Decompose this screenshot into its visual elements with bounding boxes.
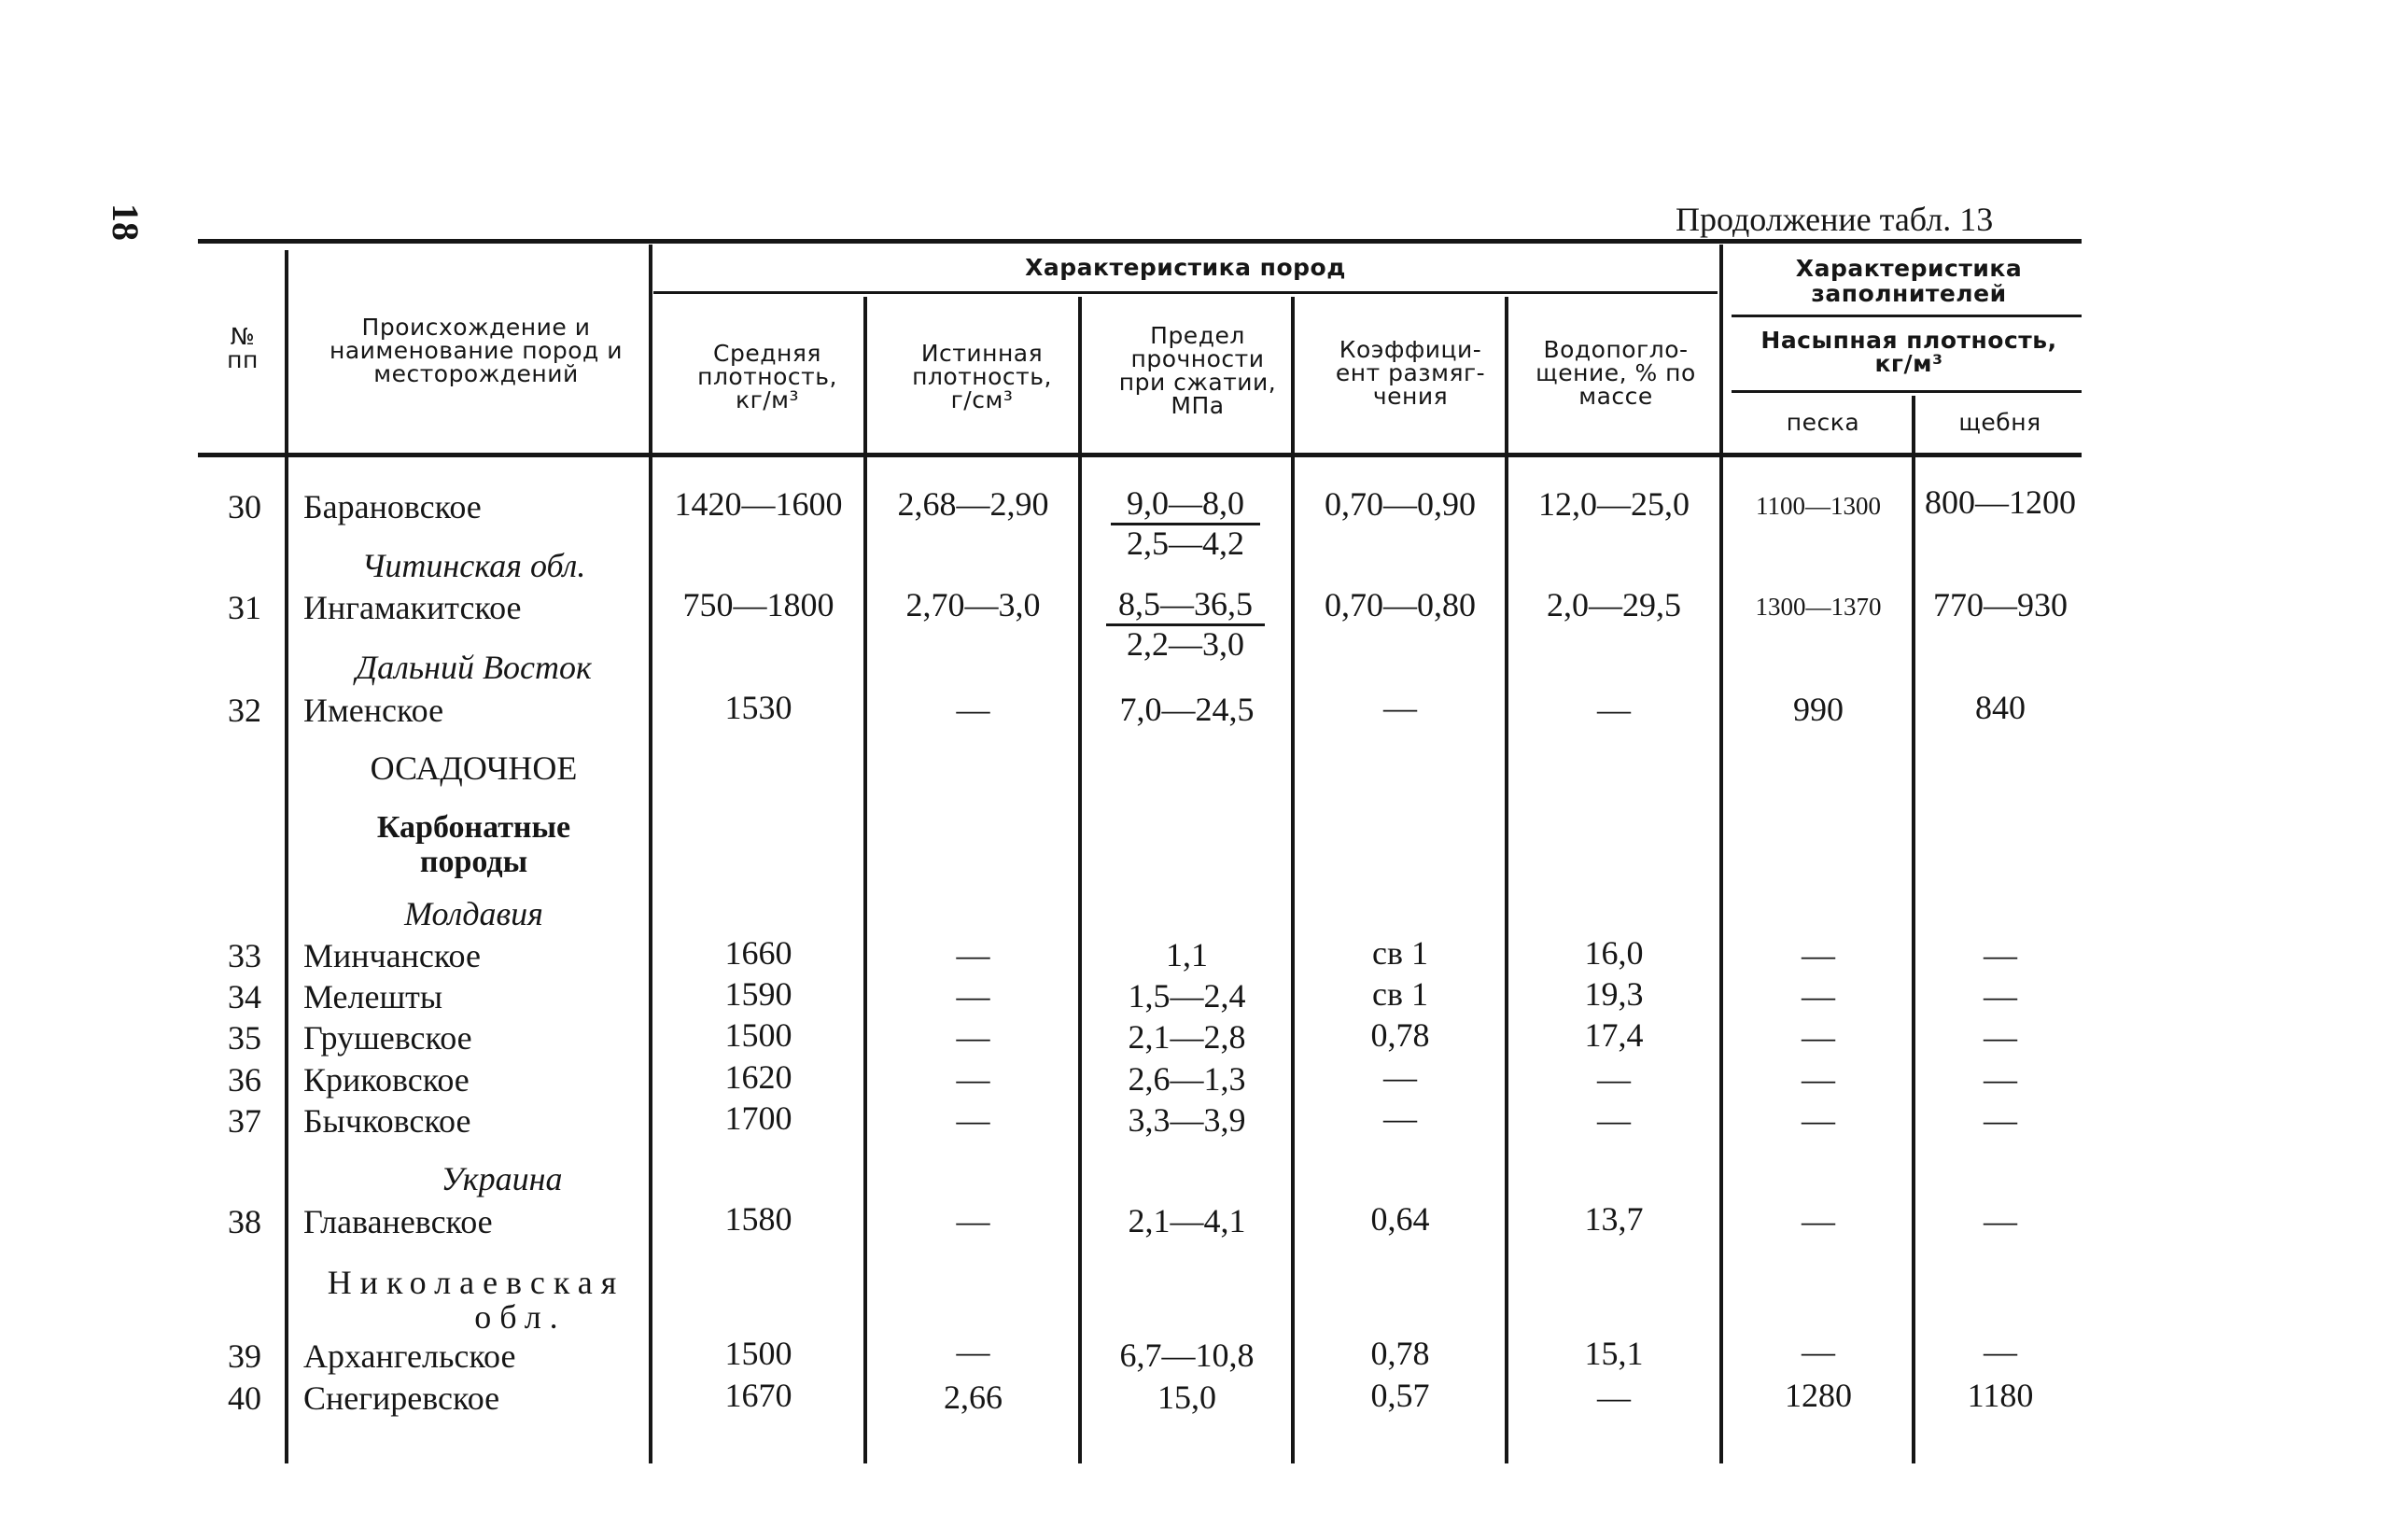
row-32-sand: 990 bbox=[1793, 691, 1844, 728]
header-bulk-density: Насыпная плотность, кг/м³ bbox=[1760, 327, 2057, 377]
row-38-strength: 2,1—4,1 bbox=[1128, 1202, 1246, 1239]
row-37-no: 37 bbox=[228, 1102, 261, 1140]
row-36-avg-density: 1620 bbox=[724, 1058, 792, 1096]
row-34-strength: 1,5—2,4 bbox=[1128, 977, 1246, 1015]
row-30-softening: 0,70—0,90 bbox=[1325, 485, 1476, 523]
row-32-name: Именское bbox=[303, 692, 444, 729]
row-34-softening: св 1 bbox=[1372, 975, 1428, 1013]
row-39-sand: — bbox=[1802, 1333, 1835, 1370]
row-38-water: 13,7 bbox=[1584, 1200, 1644, 1238]
header-sand: песка bbox=[1786, 409, 1860, 436]
row-31-strength-top: 8,5—36,5 bbox=[1106, 586, 1265, 626]
row-38-no: 38 bbox=[228, 1203, 261, 1240]
region-moldova: Молдавия bbox=[404, 895, 543, 932]
row-34-true-density: — bbox=[956, 977, 990, 1015]
col-divider-name bbox=[649, 245, 652, 1463]
row-31-sand: 1300—1370 bbox=[1755, 593, 1882, 621]
row-36-strength: 2,6—1,3 bbox=[1128, 1060, 1246, 1098]
row-30-avg-density: 1420—1600 bbox=[674, 485, 843, 523]
row-31-no: 31 bbox=[228, 589, 261, 626]
col-divider-water bbox=[1719, 245, 1723, 1463]
row-38-true-density: — bbox=[956, 1202, 990, 1239]
row-34-name: Мелешты bbox=[303, 978, 443, 1015]
row-37-name: Бычковское bbox=[303, 1102, 471, 1140]
header-fillers-group: Характеристика заполнителей bbox=[1795, 255, 2023, 307]
section-carbonate-line2: породы bbox=[419, 845, 528, 879]
row-39-no: 39 bbox=[228, 1337, 261, 1375]
row-33-sand: — bbox=[1802, 936, 1835, 973]
row-39-avg-density: 1500 bbox=[724, 1335, 792, 1372]
row-34-no: 34 bbox=[228, 978, 261, 1015]
header-softening: Коэффици-ент размяг-чения bbox=[1335, 336, 1486, 410]
row-31-softening: 0,70—0,80 bbox=[1325, 586, 1476, 623]
row-37-water: — bbox=[1597, 1101, 1631, 1139]
col-divider-softening bbox=[1505, 297, 1508, 1463]
row-37-strength: 3,3—3,9 bbox=[1128, 1101, 1246, 1139]
row-36-water: — bbox=[1597, 1060, 1631, 1098]
row-40-water: — bbox=[1597, 1379, 1631, 1416]
col-divider-avg bbox=[863, 297, 867, 1463]
row-33-no: 33 bbox=[228, 937, 261, 974]
row-37-softening: — bbox=[1383, 1099, 1417, 1137]
row-39-gravel: — bbox=[1984, 1333, 2017, 1370]
row-36-softening: — bbox=[1383, 1058, 1417, 1096]
row-40-no: 40 bbox=[228, 1379, 261, 1417]
row-34-gravel: — bbox=[1984, 977, 2017, 1015]
row-36-name: Криковское bbox=[303, 1061, 470, 1099]
row-35-no: 35 bbox=[228, 1019, 261, 1057]
row-37-sand: — bbox=[1802, 1101, 1835, 1139]
header-avg-density: Средняя плотность, кг/м³ bbox=[697, 340, 837, 413]
rocks-group-rule bbox=[653, 291, 1718, 294]
row-36-no: 36 bbox=[228, 1061, 261, 1099]
row-39-true-density: — bbox=[956, 1333, 990, 1370]
row-35-sand: — bbox=[1802, 1018, 1835, 1056]
row-39-water: 15,1 bbox=[1584, 1335, 1644, 1372]
row-30-true-density: 2,68—2,90 bbox=[897, 485, 1049, 523]
row-32-avg-density: 1530 bbox=[724, 689, 792, 726]
row-36-true-density: — bbox=[956, 1060, 990, 1098]
row-40-strength: 15,0 bbox=[1157, 1379, 1216, 1416]
row-31-name: Ингамакитское bbox=[303, 589, 522, 626]
row-33-softening: св 1 bbox=[1372, 934, 1428, 972]
fillers-group-rule bbox=[1732, 315, 2082, 317]
row-35-water: 17,4 bbox=[1584, 1016, 1644, 1054]
row-30-sand: 1100—1300 bbox=[1756, 492, 1881, 520]
row-31-water: 2,0—29,5 bbox=[1547, 586, 1681, 623]
row-30-no: 30 bbox=[228, 488, 261, 525]
region-ukraine: Украина bbox=[441, 1160, 563, 1197]
row-32-no: 32 bbox=[228, 692, 261, 729]
page-number: 18 bbox=[105, 203, 147, 241]
row-35-strength: 2,1—2,8 bbox=[1128, 1018, 1246, 1056]
row-32-true-density: — bbox=[956, 691, 990, 728]
col-divider-strength bbox=[1291, 297, 1295, 1463]
row-35-avg-density: 1500 bbox=[724, 1016, 792, 1054]
row-40-sand: 1280 bbox=[1785, 1377, 1852, 1414]
row-40-softening: 0,57 bbox=[1370, 1377, 1430, 1414]
row-34-sand: — bbox=[1802, 977, 1835, 1015]
row-35-softening: 0,78 bbox=[1370, 1016, 1430, 1054]
row-33-water: 16,0 bbox=[1584, 934, 1644, 972]
row-33-true-density: — bbox=[956, 936, 990, 973]
row-35-gravel: — bbox=[1984, 1018, 2017, 1056]
row-38-name: Главаневское bbox=[303, 1203, 493, 1240]
col-divider-true bbox=[1078, 297, 1082, 1463]
row-35-name: Грушевское bbox=[303, 1019, 472, 1057]
row-35-true-density: — bbox=[956, 1018, 990, 1056]
row-30-strength-bottom: 2,5—4,2 bbox=[1127, 525, 1244, 562]
row-33-gravel: — bbox=[1984, 936, 2017, 973]
row-37-avg-density: 1700 bbox=[724, 1099, 792, 1137]
row-30-strength bbox=[1111, 485, 1260, 561]
section-carbonate-line1: Карбонатные bbox=[376, 810, 571, 845]
col-divider-sand bbox=[1912, 396, 1915, 1463]
bulk-density-rule bbox=[1732, 390, 2082, 393]
section-sedimentary: ОСАДОЧНОЕ bbox=[370, 749, 578, 787]
row-36-sand: — bbox=[1802, 1060, 1835, 1098]
region-chita: Читинская обл. bbox=[361, 547, 586, 584]
row-31-strength-bottom: 2,2—3,0 bbox=[1127, 625, 1244, 663]
col-divider-no bbox=[285, 250, 288, 1463]
row-31-avg-density: 750—1800 bbox=[682, 586, 834, 623]
region-far-east: Дальний Восток bbox=[356, 649, 592, 686]
row-36-gravel: — bbox=[1984, 1060, 2017, 1098]
table-continuation-caption: Продолжение табл. 13 bbox=[1676, 201, 1994, 238]
row-39-strength: 6,7—10,8 bbox=[1119, 1337, 1255, 1374]
row-30-name: Барановское bbox=[303, 488, 482, 525]
row-37-true-density: — bbox=[956, 1101, 990, 1139]
row-33-avg-density: 1660 bbox=[724, 934, 792, 972]
header-origin: Происхождение и наименование пород и месторождений bbox=[329, 314, 624, 387]
row-33-name: Минчанское bbox=[303, 937, 481, 974]
header-water-absorption: Водопогло-щение, % по массе bbox=[1536, 336, 1696, 410]
row-39-name: Архангельское bbox=[303, 1337, 516, 1375]
header-bottom-rule bbox=[198, 453, 2082, 457]
table-top-rule bbox=[198, 239, 2082, 244]
row-38-softening: 0,64 bbox=[1370, 1200, 1430, 1238]
row-31-strength bbox=[1106, 586, 1265, 662]
row-40-name: Снегиревское bbox=[303, 1379, 500, 1417]
row-34-avg-density: 1590 bbox=[724, 975, 792, 1013]
row-32-gravel: 840 bbox=[1975, 689, 2026, 726]
row-40-avg-density: 1670 bbox=[724, 1377, 792, 1414]
row-40-gravel: 1180 bbox=[1967, 1377, 2034, 1414]
row-34-water: 19,3 bbox=[1584, 975, 1644, 1013]
row-30-strength-top: 9,0—8,0 bbox=[1111, 485, 1260, 525]
row-31-true-density: 2,70—3,0 bbox=[905, 586, 1041, 623]
header-gravel: щебня bbox=[1958, 409, 2041, 436]
row-38-sand: — bbox=[1802, 1202, 1835, 1239]
row-31-gravel: 770—930 bbox=[1933, 586, 2068, 623]
row-38-gravel: — bbox=[1984, 1202, 2017, 1239]
header-strength: Предел прочности при сжатии, МПа bbox=[1118, 322, 1277, 419]
row-32-water: — bbox=[1597, 691, 1631, 728]
row-30-gravel: 800—1200 bbox=[1925, 483, 2076, 521]
row-30-water: 12,0—25,0 bbox=[1538, 485, 1690, 523]
header-rocks-group: Характеристика пород bbox=[1025, 254, 1346, 281]
row-32-softening: — bbox=[1383, 689, 1417, 726]
header-no: № пп bbox=[227, 323, 259, 373]
region-nikolaev-line1: Николаевская bbox=[327, 1264, 625, 1301]
row-38-avg-density: 1580 bbox=[724, 1200, 792, 1238]
header-true-density: Истинная плотность, г/см³ bbox=[912, 340, 1052, 413]
row-37-gravel: — bbox=[1984, 1101, 2017, 1139]
row-33-strength: 1,1 bbox=[1166, 936, 1208, 973]
row-39-softening: 0,78 bbox=[1370, 1335, 1430, 1372]
row-40-true-density: 2,66 bbox=[944, 1379, 1003, 1416]
region-nikolaev-line2: обл. bbox=[474, 1298, 567, 1336]
row-32-strength: 7,0—24,5 bbox=[1119, 691, 1255, 728]
